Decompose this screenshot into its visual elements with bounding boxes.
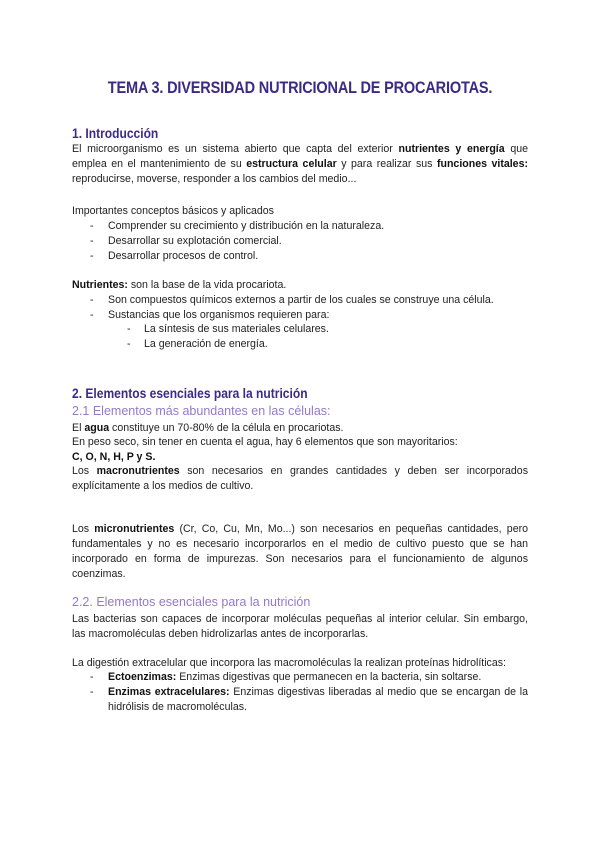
digestion-line: La digestión extracelular que incorpora las macromoléculas la realizan proteínas hidrolíticas:: [72, 657, 506, 669]
list-item: Sustancias que los organismos requieren para:: [108, 309, 330, 321]
list-item-ectoenzymes: Ectoenzimas: Enzimas digestivas que permanecen en la bacteria, sin soltarse.: [108, 671, 482, 683]
concepts-label: Importantes conceptos básicos y aplicados: [72, 205, 274, 217]
list-item: Desarrollar procesos de control.: [108, 250, 259, 262]
water-line: El agua constituye un 70-80% de la célula en procariotas.: [72, 422, 344, 434]
bullet-dash: -: [90, 294, 94, 306]
intro-paragraph: El microorganismo es un sistema abierto que capta del exterior nutrientes y energía que emplea en el mantenimiento de su estructura celular y para realizar sus funciones vitales: reproducirse, moverse, responder a los cambios del medio...: [72, 143, 529, 185]
micronutrients-paragraph: Los micronutrientes (Cr, Co, Cu, Mn, Mo...) son necesarios en pequeñas cantidades, pero fundamentales y no es necesario incorporarlos en el medio de cultivo puesto que se han incorporado en forma de impurezas. Son necesarios para el funcionamiento de algunos coenzimas.: [72, 523, 529, 580]
macronutrients-paragraph: Los macronutrientes son necesarios en grandes cantidades y deben ser incorporados explícitamente a los medios de cultivo.: [72, 465, 528, 492]
dry-weight-line: En peso seco, sin tener en cuenta el agua, hay 6 elementos que son mayoritarios:: [72, 436, 458, 448]
bullet-dash: -: [90, 671, 94, 683]
bullet-dash: -: [127, 323, 131, 335]
bacteria-paragraph: Las bacterias son capaces de incorporar moléculas pequeñas al interior celular. Sin embargo, las macromoléculas deben hidrolizarlas antes de incorporarlas.: [72, 613, 528, 640]
sub-list-item: La síntesis de sus materiales celulares.: [144, 323, 329, 335]
subsection-2-1-heading: 2.1 Elementos más abundantes en las células:: [72, 404, 331, 418]
list-item-extracellular-enzymes: Enzimas extracelulares: Enzimas digestivas liberadas al medio que se encargan de la hidrólisis de macromoléculas.: [108, 686, 528, 713]
nutrients-definition: Nutrientes: son la base de la vida procariota.: [72, 279, 287, 291]
section-1-heading: 1. Introducción: [72, 125, 159, 141]
bullet-dash: -: [90, 235, 94, 247]
document-title: TEMA 3. DIVERSIDAD NUTRICIONAL DE PROCARIOTAS.: [107, 79, 493, 97]
bullet-dash: -: [90, 250, 94, 262]
sub-list-item: La generación de energía.: [144, 338, 268, 350]
elements-line: C, O, N, H, P y S.: [72, 451, 156, 463]
section-2-heading: 2. Elementos esenciales para la nutrición: [72, 385, 308, 401]
subsection-2-2-heading: 2.2. Elementos esenciales para la nutrición: [72, 595, 311, 609]
list-item: Son compuestos químicos externos a partir de los cuales se construye una célula.: [108, 294, 494, 306]
list-item: Desarrollar su explotación comercial.: [108, 235, 282, 247]
bullet-dash: -: [90, 220, 94, 232]
bullet-dash: -: [90, 686, 94, 698]
bullet-dash: -: [90, 309, 94, 321]
list-item: Comprender su crecimiento y distribución en la naturaleza.: [108, 220, 385, 232]
bullet-dash: -: [127, 338, 131, 350]
